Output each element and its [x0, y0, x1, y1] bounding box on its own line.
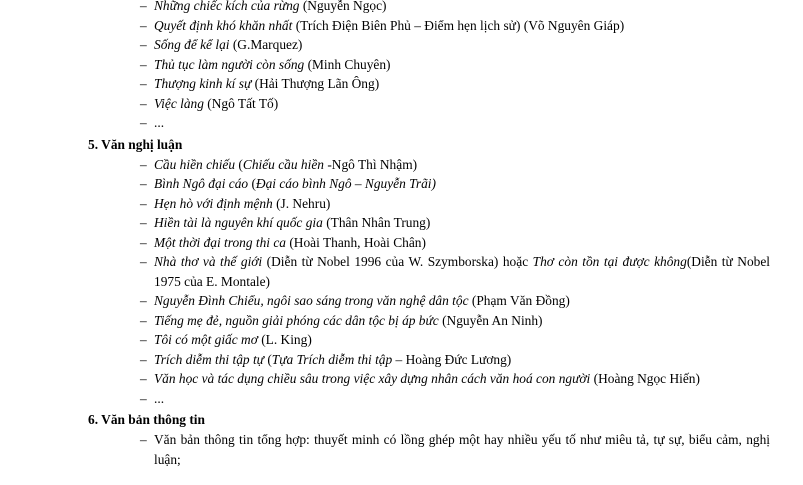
list-dash: – — [140, 176, 147, 191]
list-dash: – — [140, 76, 147, 91]
work-title: Hiền tài là nguyên khí quốc gia — [154, 215, 323, 230]
list-item-text: Văn bản thông tin tổng hợp: thuyết minh có lồng ghép một hay nhiều yếu tố như miêu tả, tự sự, biểu cảm, nghị luận; — [154, 432, 770, 467]
work-title: Một thời đại trong thi ca — [154, 234, 286, 250]
work-title: Cầu hiền chiếu — [154, 156, 236, 172]
list-item-text — [154, 350, 511, 370]
work-alt-title: Thơ còn tồn tại được không — [532, 254, 687, 269]
work-author: (Hoàng Ngọc Hiến) — [590, 371, 700, 386]
list-dash: – — [140, 312, 147, 328]
list-dash: – — [140, 95, 147, 111]
text-normal: ( — [263, 351, 272, 367]
list-dash: – — [140, 234, 147, 250]
list-item-text — [154, 74, 379, 94]
work-title: Quyết định khó khăn nhất — [154, 17, 293, 33]
list-dash: – — [140, 293, 147, 308]
list-item-text — [154, 113, 164, 133]
list-item-text — [154, 94, 278, 114]
section-heading-5: 5. Văn nghị luận — [88, 137, 183, 152]
list-item-text — [154, 0, 387, 16]
list-dash: – — [140, 195, 147, 211]
work-author: (G.Marquez) — [229, 37, 303, 52]
list-dash: – — [140, 115, 147, 130]
work-title: Tiếng mẹ đẻ, nguồn giải phóng các dân tộc bị áp bức — [154, 312, 439, 328]
list-item-text — [154, 213, 430, 233]
work-title: Bình Ngô đại cáo — [154, 176, 249, 191]
work-title: Sống để kể lại — [154, 37, 230, 52]
work-author: (Trích Điện Biên Phủ – Điểm hẹn lịch sử) (Võ Nguyên Giáp) — [292, 17, 625, 33]
list-item-text — [154, 233, 426, 253]
work-author: (Minh Chuyên) — [304, 56, 391, 72]
work-author: (Nguyễn Ngọc) — [299, 0, 387, 13]
work-alt-title: Chiếu cầu hiền — [242, 156, 324, 172]
list-dash: – — [140, 390, 147, 406]
work-author: (Diễn từ Nobel 1975 của E. Montale) — [154, 254, 770, 289]
list-item-text — [154, 252, 770, 291]
list-dash: – — [140, 332, 147, 347]
list-dash: – — [140, 156, 147, 172]
work-title: Thượng kinh kí sự — [154, 76, 252, 91]
list-item-text — [154, 35, 302, 55]
work-title: Văn học và tác dụng chiều sâu trong việc xây dựng nhân cách văn hoá con người — [154, 371, 591, 386]
list-item — [140, 252, 770, 291]
work-author: (Nguyễn An Ninh) — [438, 312, 543, 328]
work-title: Thủ tục làm người còn sống — [154, 56, 305, 72]
list-dash: – — [140, 56, 147, 72]
list-item — [140, 430, 770, 469]
list-item-text — [154, 55, 391, 75]
list-item-text — [154, 389, 164, 409]
list-item-text — [154, 369, 700, 389]
list-dash: – — [140, 371, 147, 386]
section-heading-6: 6. Văn bản thông tin — [88, 412, 205, 427]
list-dash: – — [140, 37, 147, 52]
list-dash: – — [140, 0, 147, 13]
list-item-text — [154, 330, 312, 350]
work-title: Những chiếc kích của rừng — [154, 0, 300, 13]
work-author: -Ngô Thì Nhậm) — [323, 156, 418, 172]
list-item-text — [154, 291, 570, 311]
work-alt-title: Tựa Trích diễm thi tập — [271, 351, 393, 367]
work-author: (Hải Thượng Lãn Ông) — [251, 76, 380, 91]
work-author: (Ngô Tất Tố) — [203, 95, 279, 111]
work-title: Trích diễm thi tập tự — [154, 351, 264, 367]
list-dash: – — [140, 215, 147, 230]
list-item-text — [154, 155, 417, 175]
list-item-text — [154, 16, 624, 36]
text-normal: (Diễn từ Nobel 1996 của W. Szymborska) hoặc — [262, 254, 533, 269]
work-title: Tôi có một giấc mơ — [154, 332, 258, 347]
text-normal: ( — [235, 156, 243, 172]
ellipsis: ... — [154, 390, 165, 406]
work-title: Việc làng — [154, 95, 204, 111]
work-author: (J. Nehru) — [272, 195, 331, 211]
list-item-text — [154, 194, 330, 214]
work-author: (Phạm Văn Đồng) — [468, 293, 570, 308]
work-alt-title: Đại cáo bình Ngô – Nguyễn Trãi) — [255, 176, 436, 191]
list-dash: – — [140, 17, 147, 33]
list-dash: – — [140, 351, 147, 367]
text-normal: ( — [248, 176, 256, 191]
list-dash: – — [140, 254, 147, 269]
work-title: Nguyễn Đình Chiểu, ngôi sao sáng trong văn nghệ dân tộc — [154, 293, 469, 308]
list-item-text — [154, 311, 543, 331]
ellipsis: ... — [154, 115, 165, 130]
work-author: (L. King) — [257, 332, 312, 347]
work-title: Hẹn hò với định mệnh — [154, 195, 273, 211]
work-author: – Hoàng Đức Lương) — [392, 351, 512, 367]
work-author: (Hoài Thanh, Hoài Chân) — [286, 234, 426, 250]
list-item-text — [154, 174, 436, 194]
work-author: (Thân Nhân Trung) — [322, 215, 431, 230]
list-dash: – — [140, 432, 147, 447]
work-title: Nhà thơ và thế giới — [154, 254, 263, 269]
